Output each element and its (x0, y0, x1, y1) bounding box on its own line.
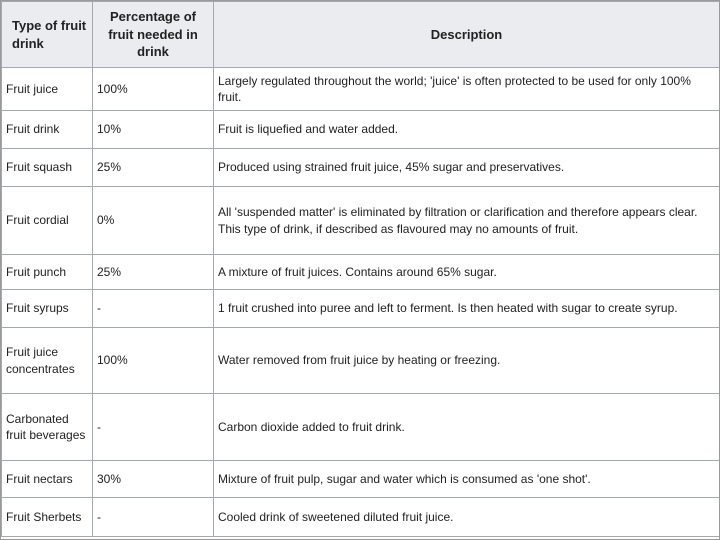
table-row (2, 394, 720, 461)
table-row (2, 461, 720, 498)
header-percentage: Percentage of fruit needed in drink (93, 2, 214, 68)
cell-type: Carbonated fruit beverages (2, 394, 93, 461)
cell-type: Fruit juice (2, 68, 93, 111)
cell-description: Cooled drink of sweetened diluted fruit juice. (214, 498, 720, 537)
cell-percentage: 100% (93, 328, 214, 394)
cell-percentage: 10% (93, 111, 214, 149)
table-row (2, 498, 720, 537)
cell-description: 1 fruit crushed into puree and left to ferment. Is then heated with sugar to create syrup. (214, 290, 720, 328)
cell-description: Produced using strained fruit juice, 45% sugar and preservatives. (214, 149, 720, 187)
fruit-drink-table (1, 1, 720, 537)
cell-description: A mixture of fruit juices. Contains around 65% sugar. (214, 255, 720, 290)
cell-percentage: - (93, 498, 214, 537)
table-row (2, 290, 720, 328)
table-row (2, 111, 720, 149)
cell-description: Carbon dioxide added to fruit drink. (214, 394, 720, 461)
cell-description: Fruit is liquefied and water added. (214, 111, 720, 149)
header-description: Description (214, 2, 720, 68)
table-header-row (2, 2, 720, 68)
table-row (2, 255, 720, 290)
cell-percentage: 100% (93, 68, 214, 111)
header-type: Type of fruit drink (2, 2, 93, 68)
table-row (2, 187, 720, 255)
table-row (2, 328, 720, 394)
cell-type: Fruit juice concentrates (2, 328, 93, 394)
cell-percentage: 25% (93, 149, 214, 187)
table-row (2, 68, 720, 111)
cell-type: Fruit syrups (2, 290, 93, 328)
cell-description: All 'suspended matter' is eliminated by filtration or clarification and therefore appears clear. This type of drink, if described as flavoured may no amounts of fruit. (214, 187, 720, 255)
cell-percentage: - (93, 290, 214, 328)
table-row (2, 149, 720, 187)
cell-percentage: 30% (93, 461, 214, 498)
cell-description: Water removed from fruit juice by heating or freezing. (214, 328, 720, 394)
cell-description: Mixture of fruit pulp, sugar and water which is consumed as 'one shot'. (214, 461, 720, 498)
cell-percentage: - (93, 394, 214, 461)
cell-percentage: 25% (93, 255, 214, 290)
cell-type: Fruit squash (2, 149, 93, 187)
cell-type: Fruit cordial (2, 187, 93, 255)
cell-percentage: 0% (93, 187, 214, 255)
cell-type: Fruit nectars (2, 461, 93, 498)
cell-description: Largely regulated throughout the world; 'juice' is often protected to be used for only 100% fruit. (214, 68, 720, 111)
cell-type: Fruit punch (2, 255, 93, 290)
cell-type: Fruit drink (2, 111, 93, 149)
cell-type: Fruit Sherbets (2, 498, 93, 537)
